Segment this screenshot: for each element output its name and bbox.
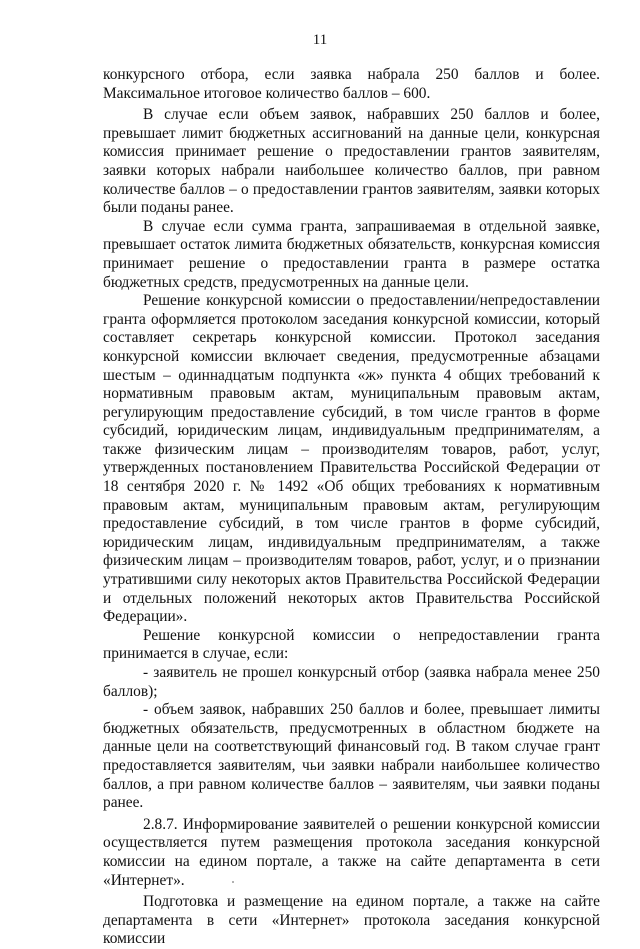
paragraph-preparation: Подготовка и размещение на едином портале, а также на сайте департамента в сети «Интернет» протокола заседания конкурсной комиссии	[103, 893, 600, 948]
page-number: 11	[312, 32, 328, 48]
paragraph-continuation: конкурсного отбора, если заявка набрала 250 баллов и более. Максимальное итоговое количество баллов – 600.	[103, 66, 600, 102]
paragraph-informing-applicants: 2.8.7. Информирование заявителей о решении конкурсной комиссии осуществляется путем размещения протокола заседания конкурсной комиссии на едином портале, а также на сайте департамента в сети «Интернет».	[103, 815, 600, 889]
paragraph-commission-decision: Решение конкурсной комиссии о предоставлении/непредоставлении гранта оформляется протоколом заседания конкурсной комиссии, который составляет секретарь конкурсной комиссии. Протокол заседания конкурсной комиссии включает сведения, предусмотренные абзацами шестым – одиннадцатым подпункта «ж» пункта 4 общих требований к нормативным правовым актам, муниципальным правовым актам, регулирующим предоставление субсидий, в том числе грантов в форме субсидий, юридическим лицам, индивидуальным предпринимателям, а также физическим лицам – производителям товаров, работ, услуг, утвержденных постановлением Правительства Российской Федерации от 18 сентября 2020 г. № 1492 «Об общих требованиях к нормативным правовым актам, муниципальным правовым актам, регулирующим предоставление субсидий, в том числе грантов в форме субсидий, юридическим лицам, индивидуальным предпринимателям, а также физическим лицам – производителям товаров, работ, услуг, и о признании утратившими силу некоторых актов Правительства Российской Федерации и отдельных положений некоторых актов Правительства Российской Федерации».	[103, 292, 600, 626]
paragraph-limit-exceeded: В случае если объем заявок, набравших 250 баллов и более, превышает лимит бюджетных ассигнований на данные цели, конкурсная комиссия принимает решение о предоставлении грантов заявителям, заявки которых набрали наибольшее количество баллов, при равном количестве баллов – о предоставлении грантов заявителям, заявки которых были поданы ранее.	[103, 106, 600, 217]
paragraph-refusal-decision: Решение конкурсной комиссии о непредоставлении гранта принимается в случае, если:	[103, 626, 600, 663]
scan-speck	[232, 881, 234, 883]
paragraph-grant-amount: В случае если сумма гранта, запрашиваемая в отдельной заявке, превышает остаток лимита бюджетных обязательств, конкурсная комиссия принимает решение о предоставлении гранта в размере остатка бюджетных средств, предусмотренных на данные цели.	[103, 217, 600, 291]
list-item-failed-selection: - заявитель не прошел конкурсный отбор (заявка набрала менее 250 баллов);	[103, 664, 600, 700]
document-body	[103, 66, 600, 949]
list-item-limit-exceeded: - объем заявок, набравших 250 баллов и более, превышает лимиты бюджетных обязательств, предусмотренных в областном бюджете на данные цели на соответствующий финансовый год. В таком случае грант предоставляется заявителям, чьи заявки набрали наибольшее количество баллов, а при равном количестве баллов – заявителям, чьи заявки поданы ранее.	[103, 701, 600, 812]
